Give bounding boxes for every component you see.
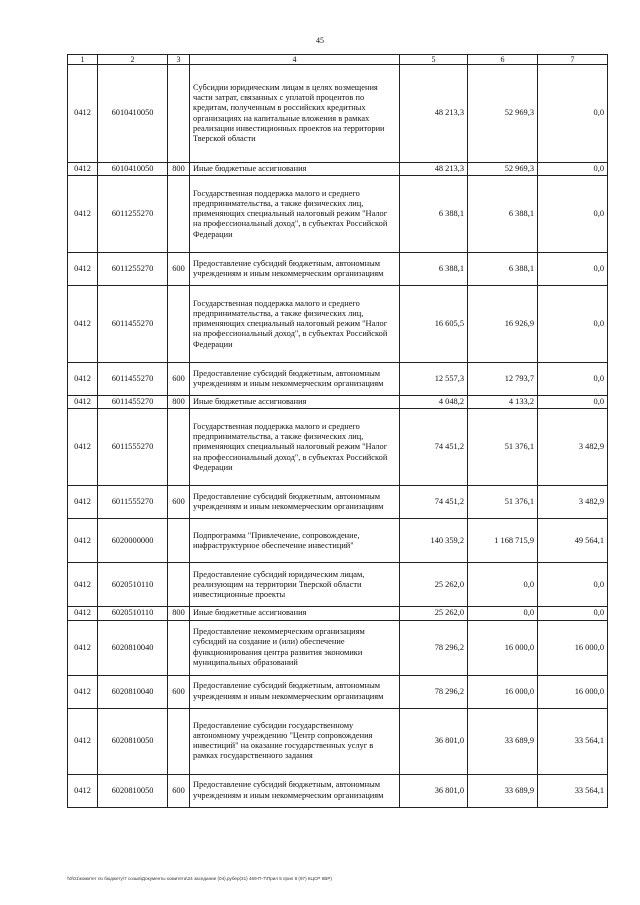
cell-c7: 49 564,1 [538,519,608,563]
table-row [68,708,608,774]
table-row [68,620,608,675]
cell-c3: 600 [168,486,190,519]
cell-c5: 16 605,5 [400,286,468,363]
cell-c3: 800 [168,607,190,620]
header-cell: 7 [538,55,608,65]
cell-c7: 0,0 [538,396,608,409]
cell-c5: 36 801,0 [400,708,468,774]
cell-c6: 0,0 [468,563,538,607]
cell-c5: 25 262,0 [400,607,468,620]
cell-c2: 6011555270 [98,486,168,519]
cell-c7: 0,0 [538,253,608,286]
cell-c3 [168,519,190,563]
cell-c2: 6010410050 [98,65,168,163]
cell-c7: 0,0 [538,65,608,163]
cell-c2: 6011455270 [98,396,168,409]
cell-c7: 0,0 [538,363,608,396]
cell-c4: Государственная поддержка малого и среднего предпринимательства, а также физических лиц, применяющих специальный налоговый режим "Налог на профессиональный доход", в субъектах Российской Федерации [190,286,400,363]
table-row [68,253,608,286]
cell-c1: 0412 [68,708,98,774]
table-row [68,409,608,486]
cell-c2: 6010410050 [98,163,168,176]
cell-c2: 6011555270 [98,409,168,486]
cell-c5: 140 359,2 [400,519,468,563]
cell-c7: 0,0 [538,176,608,253]
cell-c5: 4 048,2 [400,396,468,409]
cell-c1: 0412 [68,607,98,620]
cell-c7: 0,0 [538,163,608,176]
cell-c3 [168,286,190,363]
cell-c4: Государственная поддержка малого и среднего предпринимательства, а также физических лиц, применяющих специальный налоговый режим "Налог на профессиональный доход", в субъектах Российской Федерации [190,176,400,253]
cell-c1: 0412 [68,675,98,708]
cell-c5: 74 451,2 [400,409,468,486]
cell-c6: 52 969,3 [468,163,538,176]
header-row [68,55,608,65]
cell-c5: 48 213,3 [400,163,468,176]
cell-c2: 6011255270 [98,176,168,253]
cell-c5: 78 296,2 [400,675,468,708]
table-row [68,519,608,563]
cell-c1: 0412 [68,286,98,363]
cell-c4: Субсидии юридическим лицам в целях возмещения части затрат, связанных с уплатой процентов по кредитам, полученным в российских кредитных организациях на капитальные вложения в рамках реализации инвестиционных проектов на территории Тверской области [190,65,400,163]
cell-c1: 0412 [68,563,98,607]
cell-c2: 6020810040 [98,675,168,708]
footer-file-path: \\0\01\комитет по бюджету\7 созыв\Документы комитета\24 заседание (04).рубер(31) 469-П-7\Прил 5 прил 8 (97) КЦСР КВР) [67,876,332,881]
cell-c3: 800 [168,163,190,176]
table-row [68,176,608,253]
cell-c5: 48 213,3 [400,65,468,163]
table-row [68,675,608,708]
page-number: 45 [316,36,324,45]
cell-c4: Предоставление субсидий бюджетным, автономным учреждениям и иным некоммерческим организациям [190,253,400,286]
cell-c2: 6020510110 [98,563,168,607]
table-row [68,396,608,409]
cell-c4: Иные бюджетные ассигнования [190,163,400,176]
cell-c6: 4 133,2 [468,396,538,409]
cell-c4: Предоставление субсидии государственному автономному учреждению "Центр сопровождения инвестиций" на оказание государственных услуг в рамках государственного задания [190,708,400,774]
cell-c5: 74 451,2 [400,486,468,519]
table-row [68,486,608,519]
cell-c6: 16 000,0 [468,675,538,708]
cell-c1: 0412 [68,363,98,396]
cell-c6: 1 168 715,9 [468,519,538,563]
cell-c1: 0412 [68,486,98,519]
cell-c4: Предоставление субсидий бюджетным, автономным учреждениям и иным некоммерческим организациям [190,486,400,519]
cell-c4: Предоставление субсидий бюджетным, автономным учреждениям и иным некоммерческим организациям [190,675,400,708]
cell-c2: 6020810050 [98,708,168,774]
cell-c6: 51 376,1 [468,409,538,486]
table-row [68,563,608,607]
table-row [68,163,608,176]
cell-c1: 0412 [68,409,98,486]
cell-c2: 6020810040 [98,620,168,675]
cell-c3: 600 [168,253,190,286]
cell-c4: Предоставление субсидий юридическим лицам, реализующим на территории Тверской области инвестиционные проекты [190,563,400,607]
cell-c5: 6 388,1 [400,176,468,253]
cell-c6: 33 689,9 [468,774,538,807]
cell-c5: 78 296,2 [400,620,468,675]
cell-c7: 0,0 [538,563,608,607]
cell-c5: 25 262,0 [400,563,468,607]
cell-c6: 6 388,1 [468,253,538,286]
cell-c6: 16 926,9 [468,286,538,363]
table-row [68,286,608,363]
cell-c4: Иные бюджетные ассигнования [190,396,400,409]
header-cell: 3 [168,55,190,65]
cell-c2: 6020510110 [98,607,168,620]
header-cell: 2 [98,55,168,65]
table-row [68,607,608,620]
table-row [68,65,608,163]
cell-c7: 3 482,9 [538,409,608,486]
cell-c7: 33 564,1 [538,708,608,774]
cell-c3: 800 [168,396,190,409]
cell-c1: 0412 [68,176,98,253]
cell-c6: 33 689,9 [468,708,538,774]
cell-c7: 0,0 [538,286,608,363]
cell-c7: 33 564,1 [538,774,608,807]
cell-c4: Иные бюджетные ассигнования [190,607,400,620]
cell-c6: 0,0 [468,607,538,620]
cell-c4: Предоставление субсидий бюджетным, автономным учреждениям и иным некоммерческим организациям [190,774,400,807]
table-row [68,363,608,396]
header-cell: 4 [190,55,400,65]
cell-c7: 16 000,0 [538,675,608,708]
cell-c6: 52 969,3 [468,65,538,163]
cell-c1: 0412 [68,65,98,163]
header-cell: 6 [468,55,538,65]
cell-c2: 6011455270 [98,286,168,363]
cell-c4: Предоставление некоммерческим организациям субсидий на создание и (или) обеспечение функционирования центра развития экономики муниципальных образований [190,620,400,675]
cell-c4: Подпрограмма "Привлечение, сопровождение, инфраструктурное обеспечение инвестиций" [190,519,400,563]
cell-c3 [168,708,190,774]
cell-c7: 16 000,0 [538,620,608,675]
cell-c6: 6 388,1 [468,176,538,253]
cell-c2: 6011455270 [98,363,168,396]
cell-c1: 0412 [68,620,98,675]
cell-c5: 36 801,0 [400,774,468,807]
cell-c3: 600 [168,675,190,708]
cell-c3 [168,563,190,607]
cell-c4: Государственная поддержка малого и среднего предпринимательства, а также физических лиц, применяющих специальный налоговый режим "Налог на профессиональный доход", в субъектах Российской Федерации [190,409,400,486]
cell-c1: 0412 [68,396,98,409]
cell-c3 [168,409,190,486]
cell-c1: 0412 [68,253,98,286]
cell-c3 [168,176,190,253]
cell-c3 [168,65,190,163]
cell-c6: 16 000,0 [468,620,538,675]
cell-c1: 0412 [68,774,98,807]
cell-c4: Предоставление субсидий бюджетным, автономным учреждениям и иным некоммерческим организациям [190,363,400,396]
cell-c3 [168,620,190,675]
cell-c5: 12 557,3 [400,363,468,396]
header-cell: 1 [68,55,98,65]
cell-c1: 0412 [68,163,98,176]
cell-c6: 12 793,7 [468,363,538,396]
cell-c7: 0,0 [538,607,608,620]
cell-c3: 600 [168,774,190,807]
cell-c2: 6020810050 [98,774,168,807]
budget-table [67,54,608,808]
cell-c2: 6020000000 [98,519,168,563]
cell-c3: 600 [168,363,190,396]
table-row [68,774,608,807]
cell-c7: 3 482,9 [538,486,608,519]
cell-c2: 6011255270 [98,253,168,286]
cell-c6: 51 376,1 [468,486,538,519]
cell-c5: 6 388,1 [400,253,468,286]
header-cell: 5 [400,55,468,65]
cell-c1: 0412 [68,519,98,563]
